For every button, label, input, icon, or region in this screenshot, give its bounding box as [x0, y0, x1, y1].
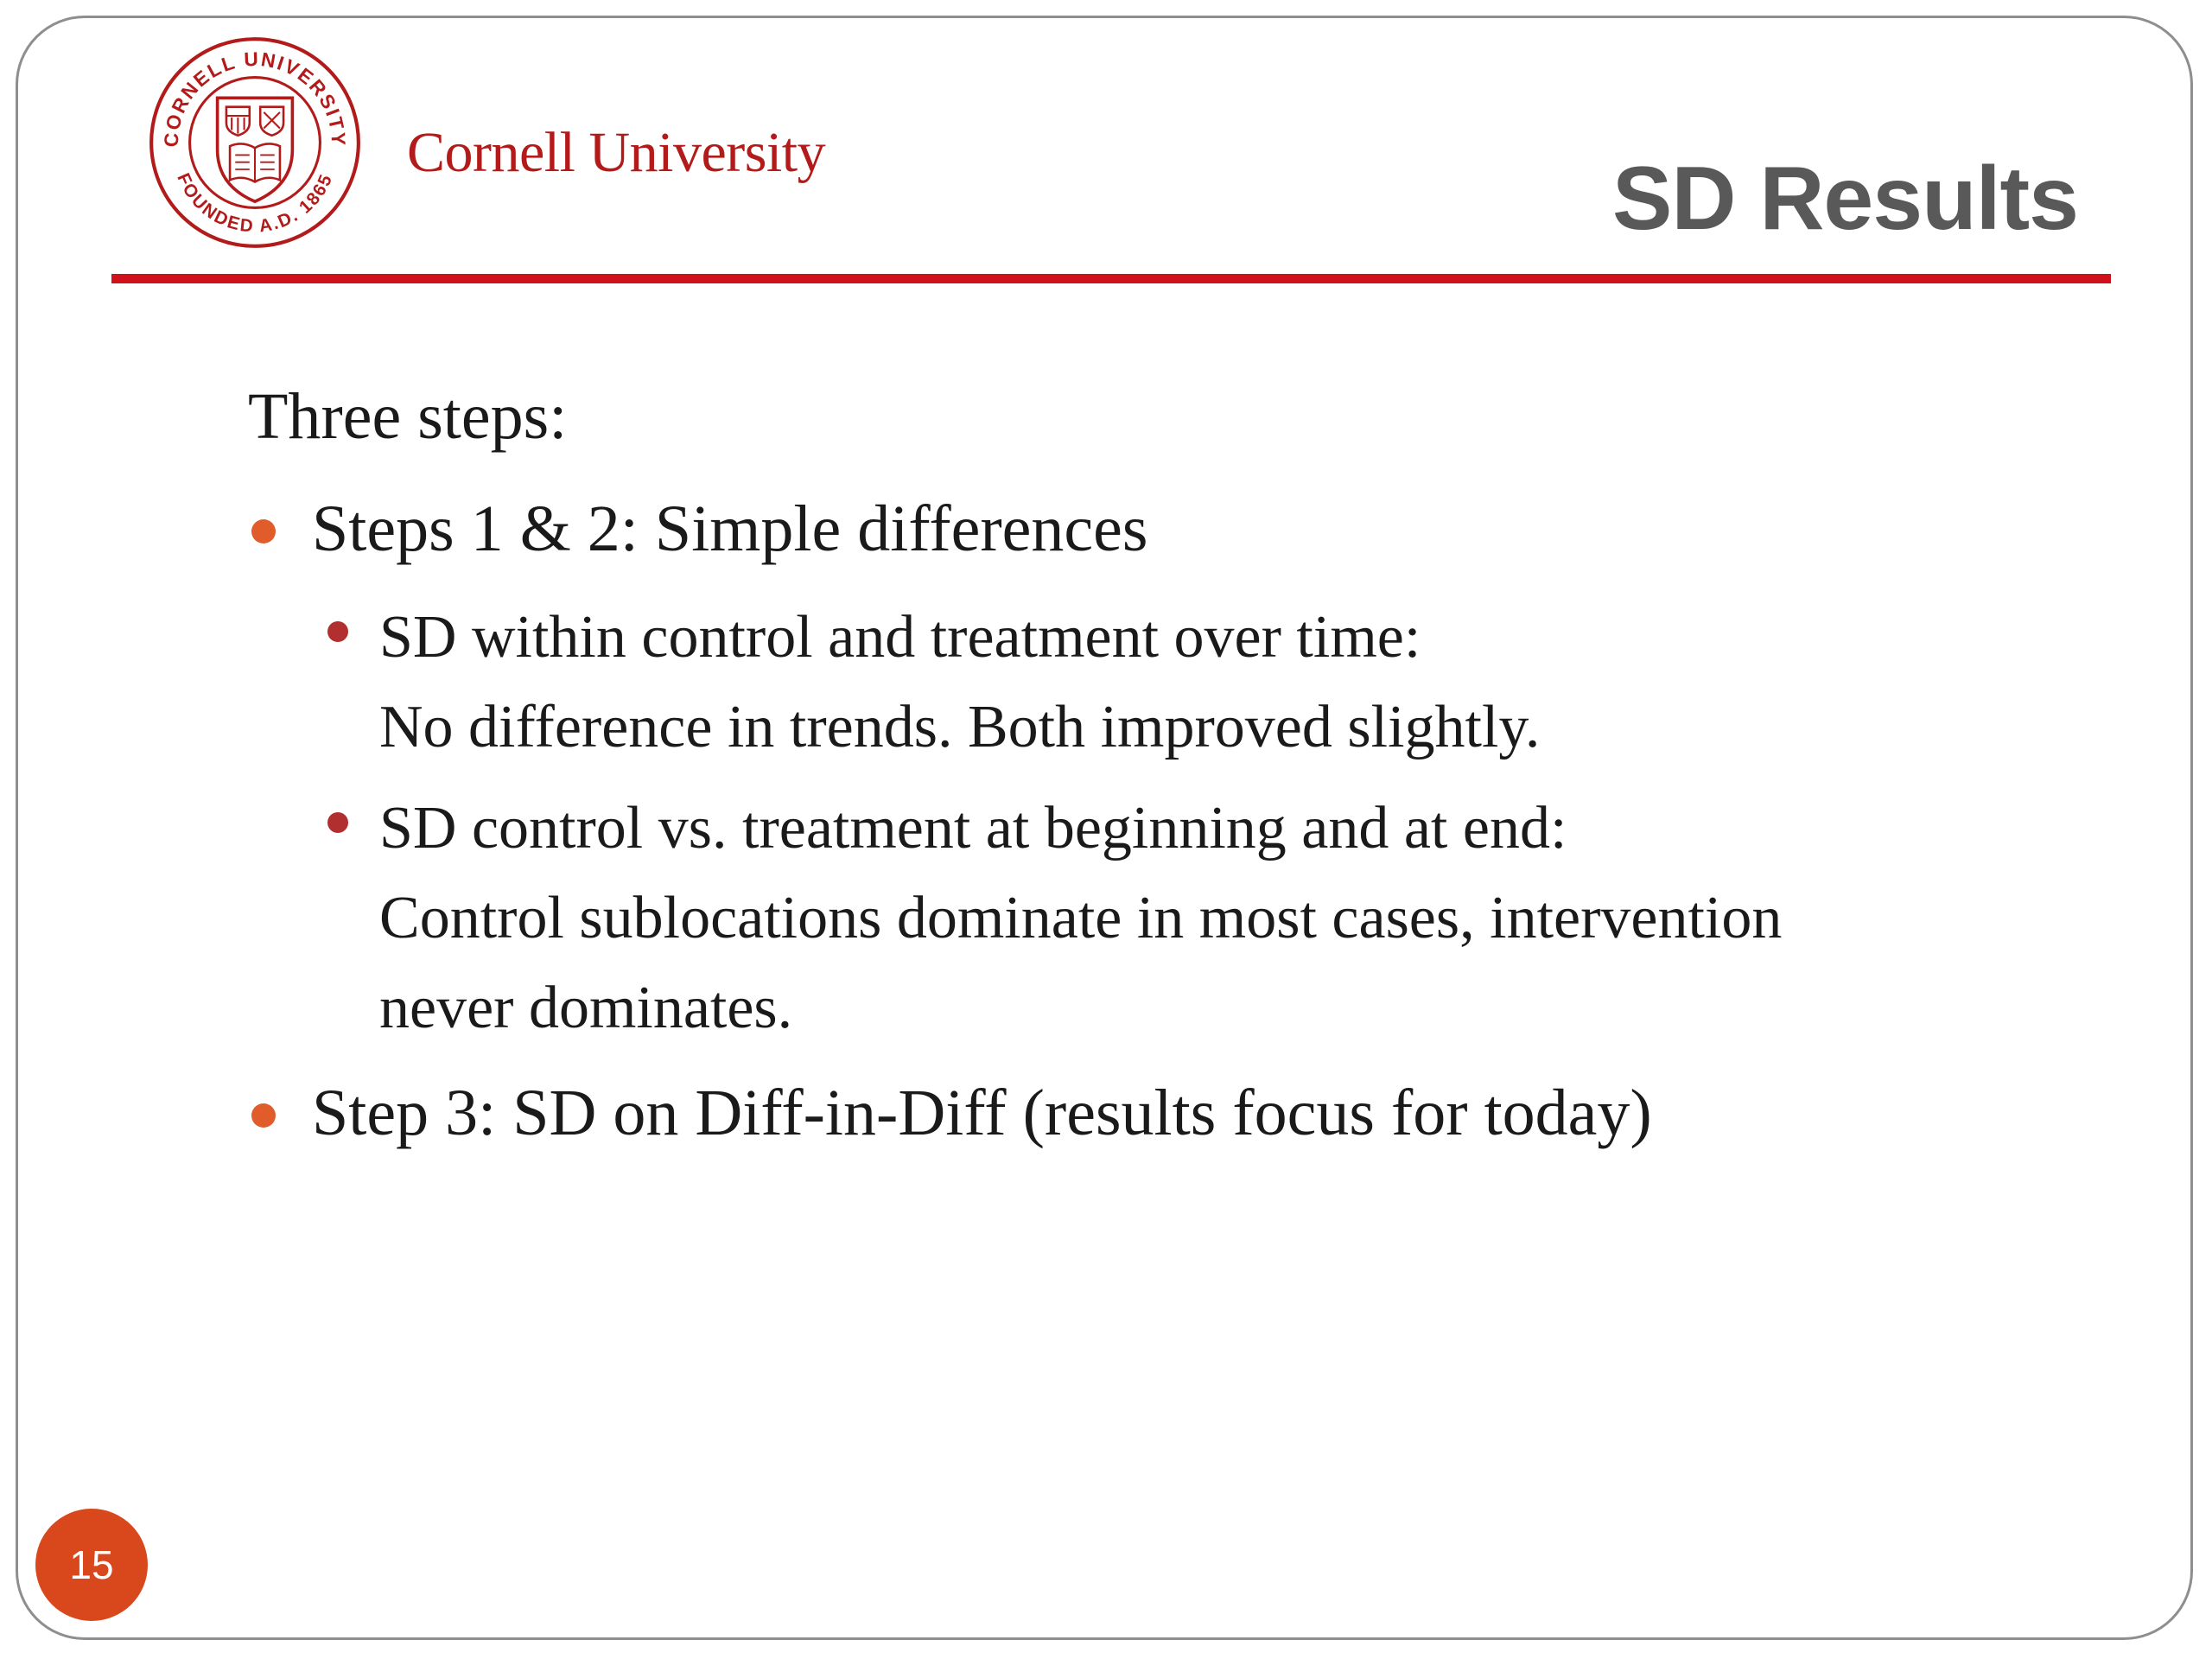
- bullet-dot: [251, 519, 276, 543]
- sub-bullet-line: No difference in trends. Both improved slightly.: [379, 694, 1541, 760]
- sub-bullet-dot: [327, 621, 348, 642]
- sub-bullet-line: Control sublocations dominate in most cases, intervention: [379, 885, 1783, 951]
- sub-bullet-line: SD control vs. treatment at beginning and at end:: [379, 795, 1567, 861]
- slide-title: SD Results: [1611, 149, 2078, 249]
- sub-bullet-line: SD within control and treatment over time:: [379, 604, 1421, 671]
- svg-text:FOUNDED A.D. 1865: FOUNDED A.D. 1865: [173, 170, 337, 237]
- intro-text: Three steps:: [248, 380, 568, 453]
- slide: [16, 16, 2193, 1640]
- bullet-text: Step 3: SD on Diff-in-Diff (results focus for today): [312, 1077, 1652, 1149]
- bullet-dot: [251, 1103, 276, 1128]
- svg-text:CORNELL UNIVERSITY: CORNELL UNIVERSITY: [159, 47, 351, 148]
- slide-body: [18, 18, 2190, 1637]
- bullet-text: Steps 1 & 2: Simple differences: [312, 493, 1148, 565]
- university-wordmark: Cornell University: [407, 121, 826, 184]
- sub-bullet-line: never dominates.: [379, 975, 793, 1041]
- sub-bullet-dot: [327, 812, 348, 833]
- page-number-badge: 15: [35, 1509, 148, 1621]
